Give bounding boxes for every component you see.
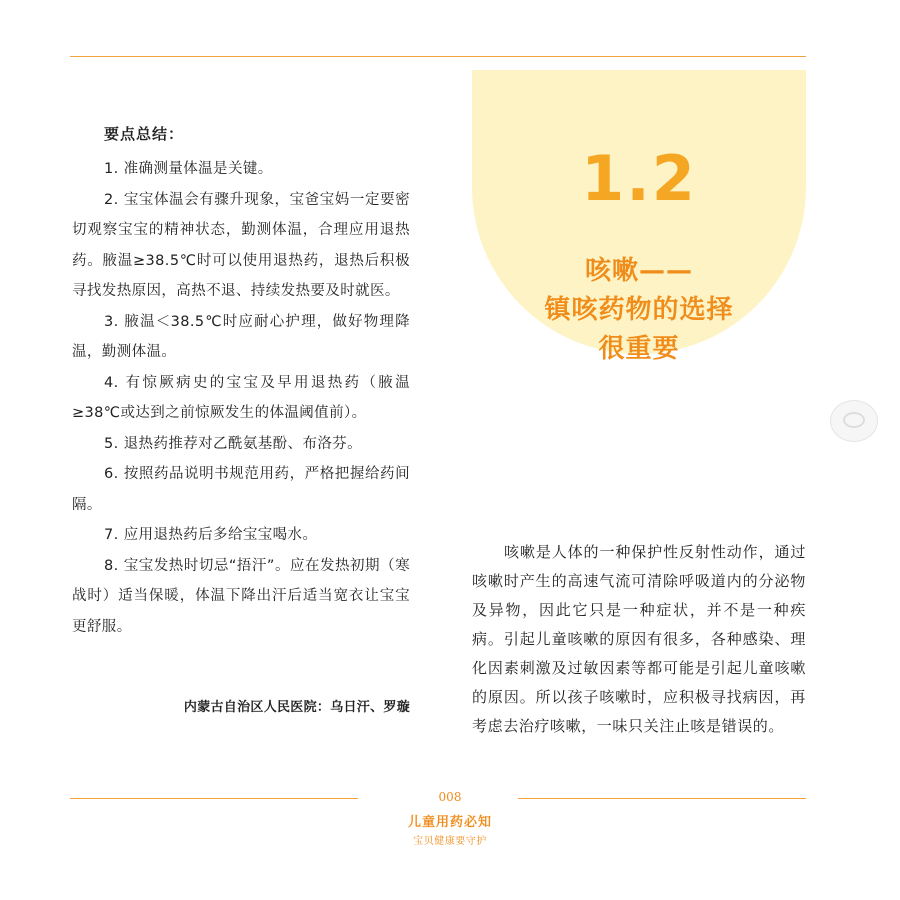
chapter-title-line: 很重要 [598,334,680,364]
summary-point: 3. 腋温＜38.5℃时应耐心护理，做好物理降温，勤测体温。 [72,313,410,360]
chapter-header-panel [472,70,806,364]
summary-point: 5. 退热药推荐对乙酰氨基酚、布洛芬。 [104,435,363,452]
attribution: 内蒙古自治区人民医院：乌日汗、罗璇 [183,700,410,715]
book-title: 儿童用药必知 [407,815,492,830]
chapter-number: 1.2 [581,142,697,215]
page-number: 008 [438,790,462,804]
top-divider [70,56,806,57]
summary-point: 4. 有惊厥病史的宝宝及早用退热药（腋温≥38℃或达到之前惊厥发生的体温阈值前）。 [72,374,410,421]
summary-point: 7. 应用退热药后多给宝宝喝水。 [104,527,318,543]
book-subtitle: 宝贝健康要守护 [413,836,487,847]
chapter-title-line: 咳嗽—— [584,256,693,286]
side-tab-icon [843,412,865,428]
chapter-title-line: 镇咳药物的选择 [544,295,734,325]
summary-point: 6. 按照药品说明书规范用药，严格把握给药间隔。 [72,466,410,513]
summary-point: 8. 宝宝发热时切忌“捂汗”。应在发热初期（寒战时）适当保暖，体温下降出汗后适当宽衣让宝宝更舒服。 [72,557,410,635]
summary-point: 1. 准确测量体温是关键。 [104,161,273,177]
summary-point: 2. 宝宝体温会有骤升现象，宝爸宝妈一定要密切观察宝宝的精神状态，勤测体温，合理应用退热药。腋温≥38.5℃时可以使用退热药，退热后积极寻找发热原因，高热不退、持续发热要及时就医。 [72,191,410,299]
body-paragraph: 咳嗽是人体的一种保护性反射性动作，通过咳嗽时产生的高速气流可清除呼吸道内的分泌物及异物，因此它只是一种症状，并不是一种疾病。引起儿童咳嗽的原因有很多，各种感染、理化因素刺激及过敏因素等都可能是引起儿童咳嗽的原因。所以孩子咳嗽时，应积极寻找病因，再考虑去治疗咳嗽，一味只关注止咳是错误的。 [472,543,806,735]
summary-heading: 要点总结： [104,125,185,143]
side-tab-marker [830,400,878,442]
chapter-title [472,252,806,369]
summary-section [72,120,410,642]
